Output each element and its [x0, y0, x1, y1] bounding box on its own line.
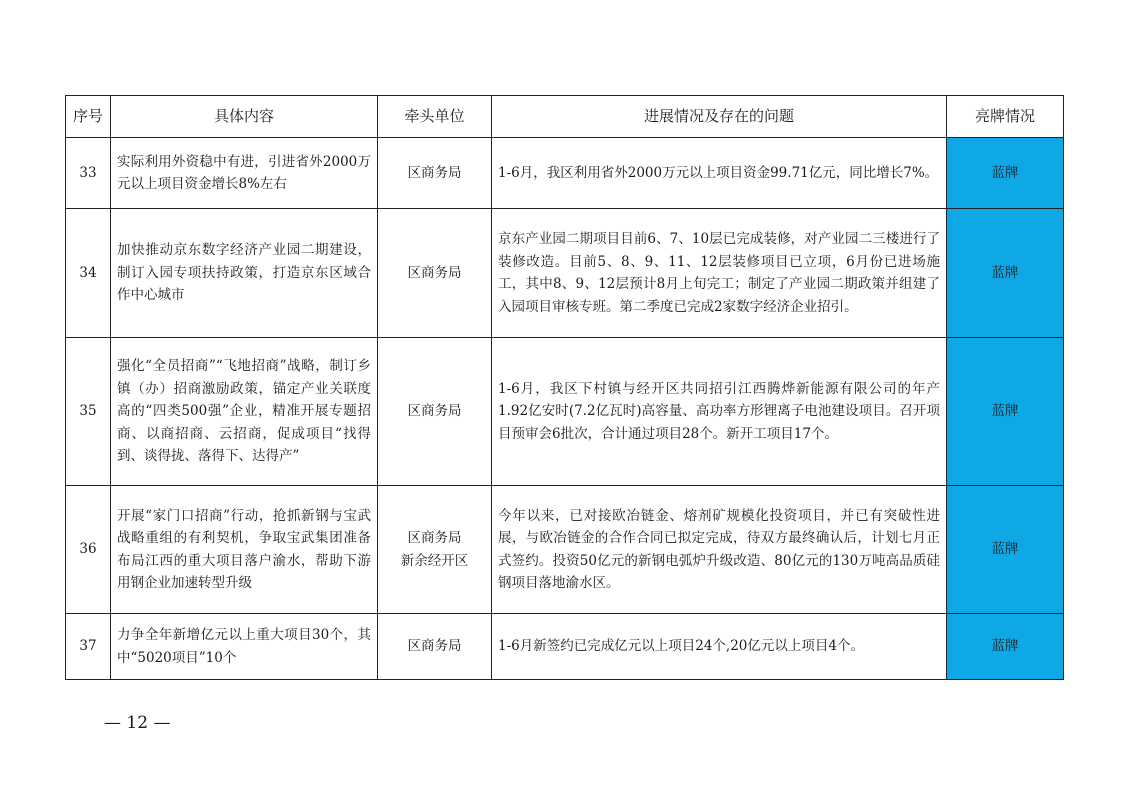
row-progress: 1-6月新签约已完成亿元以上项目24个,20亿元以上项目4个。	[492, 614, 947, 680]
row-content: 强化“全员招商”“飞地招商”战略，制订乡镇（办）招商激励政策，锚定产业关联度高的“四类500强”企业，精准开展专题招商、以商招商、云招商，促成项目“找得到、谈得拢、落得下、达得产”	[111, 338, 378, 486]
progress-table	[65, 95, 1064, 680]
row-lead-unit: 区商务局	[407, 530, 462, 546]
page-number: — 12 —	[104, 713, 171, 733]
row-lead-unit: 区商务局	[378, 338, 492, 486]
row-number: 35	[66, 338, 111, 486]
row-content: 开展“家门口招商”行动，抢抓新钢与宝武战略重组的有利契机，争取宝武集团准备布局江西的重大项目落户渝水，帮助下游用钢企业加速转型升级	[111, 486, 378, 614]
progress-table-container	[65, 95, 1058, 680]
row-lead-unit-secondary: 新余经开区	[400, 552, 469, 569]
row-number: 34	[66, 209, 111, 338]
row-lead-unit: 区商务局	[378, 138, 492, 209]
table-row	[66, 138, 1064, 209]
row-number: 36	[66, 486, 111, 614]
row-lead-unit: 区商务局	[378, 614, 492, 680]
header-progress-issues: 进展情况及存在的问题	[492, 96, 947, 138]
row-progress: 京东产业园二期项目目前6、7、10层已完成装修，对产业园二三楼进行了装修改造。目前5、8、9、11、12层装修项目已立项，6月份已进场施工，其中8、9、12层预计8月上旬完工；制定了产业园二期政策并组建了入园项目审核专班。第二季度已完成2家数字经济企业招引。	[492, 209, 947, 338]
row-status-blue-card: 蓝牌	[947, 486, 1064, 614]
row-progress: 1-6月，我区下村镇与经开区共同招引江西腾烨新能源有限公司的年产1.92亿安时(7.2亿瓦时)高容量、高功率方形锂离子电池建设项目。召开项目预审会6批次，合计通过项目28个。新开工项目17个。	[492, 338, 947, 486]
row-lead-unit-cell	[378, 486, 492, 614]
row-status-blue-card: 蓝牌	[947, 209, 1064, 338]
row-progress: 今年以来，已对接欧冶链金、熔剂矿规模化投资项目，并已有突破性进展，与欧冶链金的合作合同已拟定完成，待双方最终确认后，计划七月正式签约。投资50亿元的新钢电弧炉升级改造、80亿元的130万吨高品质硅钢项目落地渝水区。	[492, 486, 947, 614]
row-status-blue-card: 蓝牌	[947, 338, 1064, 486]
header-lead-unit: 牵头单位	[378, 96, 492, 138]
row-status-blue-card: 蓝牌	[947, 614, 1064, 680]
row-lead-unit: 区商务局	[378, 209, 492, 338]
table-row	[66, 614, 1064, 680]
row-status-blue-card: 蓝牌	[947, 138, 1064, 209]
header-specific-content: 具体内容	[111, 96, 378, 138]
row-content: 力争全年新增亿元以上重大项目30个，其中“5020项目”10个	[111, 614, 378, 680]
row-content: 加快推动京东数字经济产业园二期建设，制订入园专项扶持政策，打造京东区域合作中心城市	[111, 209, 378, 338]
row-progress: 1-6月，我区利用省外2000万元以上项目资金99.71亿元，同比增长7%。	[492, 138, 947, 209]
row-content: 实际利用外资稳中有进，引进省外2000万元以上项目资金增长8%左右	[111, 138, 378, 209]
table-row	[66, 338, 1064, 486]
table-row	[66, 209, 1064, 338]
header-status-card: 亮牌情况	[947, 96, 1064, 138]
table-row	[66, 486, 1064, 614]
row-number: 33	[66, 138, 111, 209]
table-header-row	[66, 96, 1064, 138]
row-number: 37	[66, 614, 111, 680]
header-serial-number: 序号	[66, 96, 111, 138]
